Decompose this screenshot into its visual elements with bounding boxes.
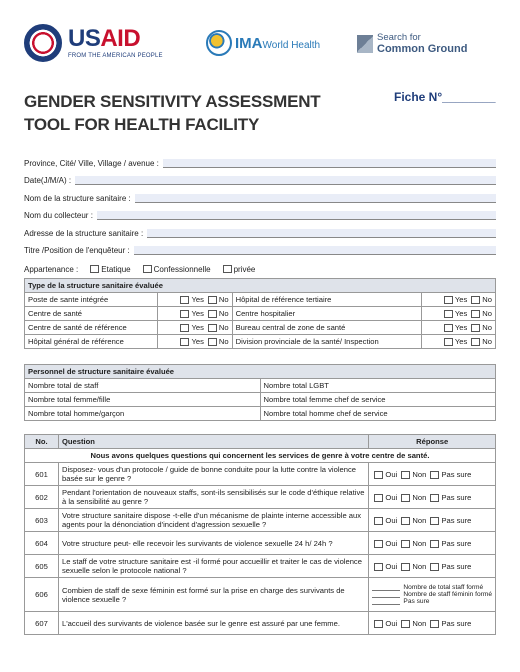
checkbox[interactable]: [444, 324, 453, 332]
yes-no[interactable]: [158, 307, 232, 321]
question-text: Votre structure peut- elle recevoir les survivants de violence sexuelle 24 h/ 24h ?: [59, 532, 369, 555]
yes-label: Yes: [454, 295, 468, 304]
question-number: 606: [25, 578, 59, 612]
question-text: Le staff de votre structure sanitaire est -il formé pour accueillir et traiter le cas de violence sexuelle selon le protocole national ?: [59, 555, 369, 578]
option-label: Oui: [385, 561, 398, 571]
option-label: Confessionnelle: [153, 264, 211, 274]
type-label: Poste de sante intégrée: [25, 293, 158, 307]
yes-label: Yes: [454, 309, 468, 318]
page-title: [24, 90, 354, 136]
ima-globe-icon: [206, 30, 232, 56]
table-row: [25, 293, 496, 307]
field-input[interactable]: [75, 176, 496, 185]
count-blank[interactable]: [372, 599, 400, 605]
count-line[interactable]: [372, 591, 492, 598]
ima-logo: [206, 30, 320, 56]
checkbox[interactable]: [143, 265, 152, 273]
question-text: Votre structure sanitaire dispose -t-elle d'un mécanisme de plainte interne accessible aux agents pour la dénonciation d'incident d'agression sexuelle ?: [59, 509, 369, 532]
question-number: 605: [25, 555, 59, 578]
checkbox[interactable]: [374, 540, 383, 548]
yes-label: Yes: [191, 323, 204, 332]
question-number: 607: [25, 612, 59, 635]
facility-type-header: Type de la structure sanitaire évaluée: [25, 279, 496, 293]
staff-label[interactable]: Nombre total homme/garçon: [25, 407, 261, 421]
option-label: Pas sure: [441, 618, 472, 628]
staff-label[interactable]: Nombre total femme/fille: [25, 393, 261, 407]
option-label: Pas sure: [441, 469, 472, 479]
staff-label[interactable]: Nombre total de staff: [25, 379, 261, 393]
usaid-name-a: US: [68, 25, 101, 52]
field-location[interactable]: [24, 150, 496, 168]
response-options[interactable]: [369, 532, 496, 555]
checkbox[interactable]: [180, 296, 189, 304]
checkbox[interactable]: [471, 296, 480, 304]
table-row: [25, 612, 496, 635]
field-label: Nom du collecteur :: [24, 211, 93, 220]
field-input[interactable]: [134, 246, 496, 255]
ima-name: IMA: [235, 34, 263, 52]
no-label: No: [218, 323, 229, 332]
checkbox[interactable]: [180, 310, 189, 318]
usaid-tagline: FROM THE AMERICAN PEOPLE: [68, 53, 163, 59]
checkbox[interactable]: [444, 296, 453, 304]
option-label: privée: [233, 264, 256, 274]
field-title[interactable]: [24, 238, 496, 256]
field-label: Adresse de la structure sanitaire :: [24, 228, 144, 238]
option-label: Non: [412, 538, 427, 548]
no-label: No: [482, 295, 492, 304]
table-row: [25, 532, 496, 555]
count-line[interactable]: [372, 598, 492, 605]
table-row: [25, 555, 496, 578]
checkbox[interactable]: [401, 517, 410, 525]
table-row: [25, 509, 496, 532]
field-input[interactable]: [163, 159, 496, 168]
checkbox[interactable]: [223, 265, 232, 273]
checkbox[interactable]: [374, 620, 383, 628]
checkbox[interactable]: [374, 563, 383, 571]
checkbox[interactable]: [208, 310, 217, 318]
questions-subheader: Nous avons quelques questions qui concernent les services de genre à votre centre de santé.: [25, 449, 496, 463]
option-label: Oui: [385, 469, 398, 479]
title-line-2: TOOL FOR HEALTH FACILITY: [24, 115, 260, 134]
sfcg-logo: [357, 33, 467, 56]
staff-label[interactable]: Nombre total homme chef de service: [260, 407, 496, 421]
title-line-1: GENDER SENSITIVITY ASSESSMENT: [24, 92, 321, 111]
question-text: Disposez- vous d'un protocole / guide de bonne conduite pour la lutte contre la violence basée sur le genre ?: [59, 463, 369, 486]
option-label: Pas sure: [441, 492, 472, 502]
option-label: Oui: [385, 618, 398, 628]
col-question: Question: [59, 435, 369, 449]
checkbox[interactable]: [401, 620, 410, 628]
usaid-name-b: AID: [100, 25, 141, 52]
table-row: [25, 393, 496, 407]
checkbox[interactable]: [430, 563, 439, 571]
yes-no[interactable]: [421, 335, 495, 349]
option-confessionnelle[interactable]: [143, 265, 211, 274]
usaid-logo: [24, 24, 163, 62]
option-label: Oui: [385, 538, 398, 548]
option-label: Non: [412, 469, 427, 479]
sfcg-mark-icon: [357, 35, 373, 53]
response-options[interactable]: [369, 555, 496, 578]
field-facility-name[interactable]: [24, 185, 496, 203]
field-input[interactable]: [147, 229, 496, 238]
field-date[interactable]: [24, 168, 496, 186]
field-input[interactable]: [97, 211, 496, 220]
checkbox[interactable]: [471, 310, 480, 318]
count-label: Nombre de staff féminin formé: [403, 591, 492, 598]
checkbox[interactable]: [180, 324, 189, 332]
field-collector[interactable]: [24, 203, 496, 221]
checkbox[interactable]: [374, 494, 383, 502]
yes-label: Yes: [191, 309, 204, 318]
count-blank[interactable]: [372, 592, 400, 598]
fiche-number: Fiche N°________: [394, 90, 496, 104]
option-label: Pas sure: [441, 538, 472, 548]
checkbox[interactable]: [374, 471, 383, 479]
checkbox[interactable]: [430, 494, 439, 502]
option-label: Non: [412, 515, 427, 525]
option-label: Non: [412, 561, 427, 571]
checkbox[interactable]: [430, 540, 439, 548]
appartenance-row: [24, 258, 496, 280]
staff-header: Personnel de structure sanitaire évaluée: [25, 365, 496, 379]
no-label: No: [218, 337, 229, 346]
option-privee[interactable]: [223, 265, 256, 274]
no-label: No: [218, 295, 229, 304]
table-row: [25, 578, 496, 612]
yes-no[interactable]: [421, 293, 495, 307]
checkbox[interactable]: [430, 620, 439, 628]
response-options[interactable]: [369, 509, 496, 532]
col-no: No.: [25, 435, 59, 449]
question-number: 603: [25, 509, 59, 532]
type-label: Division provinciale de la santé/ Inspection: [232, 335, 421, 349]
question-number: 601: [25, 463, 59, 486]
sfcg-line1: Search for: [377, 32, 421, 43]
option-label: Etatique: [101, 264, 131, 274]
question-number: 602: [25, 486, 59, 509]
field-address[interactable]: [24, 220, 496, 238]
checkbox[interactable]: [90, 265, 99, 273]
logo-bar: [24, 24, 496, 72]
yes-no[interactable]: [158, 321, 232, 335]
option-label: Pas sure: [441, 515, 472, 525]
type-label: Centre de santé de référence: [25, 321, 158, 335]
checkbox[interactable]: [208, 324, 217, 332]
field-label: Province, Cité/ Ville, Village / avenue :: [24, 158, 159, 168]
checkbox[interactable]: [208, 338, 217, 346]
col-reponse: Réponse: [369, 435, 496, 449]
table-row: [25, 463, 496, 486]
response-options[interactable]: [369, 463, 496, 486]
checkbox[interactable]: [374, 517, 383, 525]
sfcg-line2: Common Ground: [377, 43, 468, 56]
question-text: Combien de staff de sexe féminin est formé sur la prise en charge des survivants de violence sexuelle ?: [59, 578, 369, 612]
checkbox[interactable]: [444, 338, 453, 346]
table-row: [25, 307, 496, 321]
table-row: [25, 379, 496, 393]
checkbox[interactable]: [401, 471, 410, 479]
yes-no[interactable]: [158, 335, 232, 349]
question-number: 604: [25, 532, 59, 555]
questions-table: [24, 434, 496, 635]
yes-label: Yes: [191, 295, 204, 304]
facility-type-table: [24, 278, 496, 349]
table-row: [25, 486, 496, 509]
type-label: Hôpital général de référence: [25, 335, 158, 349]
ima-sub: World Health: [262, 39, 321, 51]
field-label: Date(J/M/A) :: [24, 176, 72, 185]
checkbox[interactable]: [401, 563, 410, 571]
yes-label: Yes: [191, 337, 204, 346]
count-options[interactable]: [369, 578, 496, 612]
type-label: Centre hospitalier: [232, 307, 421, 321]
count-blank[interactable]: [372, 585, 400, 591]
staff-label[interactable]: Nombre total LGBT: [260, 379, 496, 393]
checkbox[interactable]: [471, 338, 480, 346]
count-line[interactable]: [372, 584, 492, 591]
field-label: Titre /Position de l'enquêteur :: [24, 246, 130, 255]
checkbox[interactable]: [401, 540, 410, 548]
checkbox[interactable]: [430, 471, 439, 479]
checkbox[interactable]: [471, 324, 480, 332]
checkbox[interactable]: [444, 310, 453, 318]
response-options[interactable]: [369, 612, 496, 635]
yes-label: Yes: [454, 337, 468, 346]
question-text: L'accueil des survivants de violence basée sur le genre est assuré par une femme.: [59, 612, 369, 635]
yes-no[interactable]: [421, 307, 495, 321]
no-label: No: [482, 337, 492, 346]
table-row: [25, 407, 496, 421]
type-label: Hôpital de référence tertiaire: [232, 293, 421, 307]
count-label: Nombre de total staff formé: [403, 584, 484, 591]
appartenance-label: Appartenance :: [24, 264, 79, 274]
count-label: Pas sure: [403, 598, 430, 605]
checkbox[interactable]: [180, 338, 189, 346]
checkbox[interactable]: [401, 494, 410, 502]
checkbox[interactable]: [430, 517, 439, 525]
type-label: Bureau central de zone de santé: [232, 321, 421, 335]
usaid-seal-icon: [24, 24, 62, 62]
option-label: Oui: [385, 492, 398, 502]
no-label: No: [218, 309, 229, 318]
question-text: Pendant l'orientation de nouveaux staffs, sont-ils sensibilisés sur le code d'éthique relative à la sensibilité au genre ?: [59, 486, 369, 509]
yes-no[interactable]: [158, 293, 232, 307]
option-label: Non: [412, 492, 427, 502]
option-etatique[interactable]: [90, 265, 130, 274]
staff-label[interactable]: Nombre total femme chef de service: [260, 393, 496, 407]
no-label: No: [482, 309, 492, 318]
option-label: Oui: [385, 515, 398, 525]
option-label: Pas sure: [441, 561, 472, 571]
table-row: [25, 335, 496, 349]
field-input[interactable]: [135, 194, 496, 203]
header-fields: [24, 150, 496, 280]
table-row: [25, 321, 496, 335]
checkbox[interactable]: [208, 296, 217, 304]
option-label: Non: [412, 618, 427, 628]
staff-table: [24, 364, 496, 421]
type-label: Centre de santé: [25, 307, 158, 321]
yes-no[interactable]: [421, 321, 495, 335]
field-label: Nom de la structure sanitaire :: [24, 193, 131, 203]
yes-label: Yes: [454, 323, 468, 332]
no-label: No: [482, 323, 492, 332]
response-options[interactable]: [369, 486, 496, 509]
